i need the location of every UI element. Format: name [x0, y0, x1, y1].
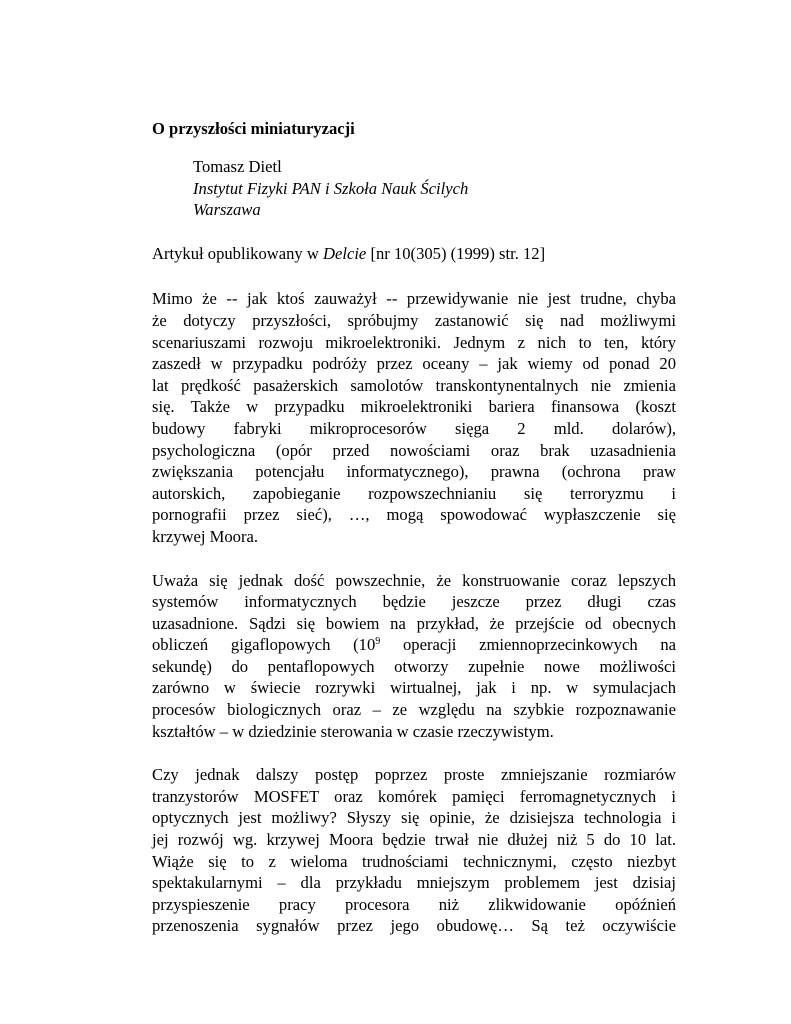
author-city: Warszawa	[193, 200, 261, 220]
paragraph-1	[152, 288, 676, 547]
publication-journal: Delcie	[323, 243, 367, 263]
paragraph-line: się. Także w przypadku mikroelektroniki bariera finansowa (koszt	[152, 397, 676, 417]
paragraph-line: że dotyczy przyszłości, spróbujmy zastanowić się nad możliwymi	[152, 310, 676, 330]
paragraph-line: Wiąże się to z wieloma trudnościami technicznymi, często niezbyt	[152, 851, 676, 871]
paragraph-line: spektakularnymi – dla przykładu mniejszym problemem jest dzisiaj	[152, 873, 676, 893]
paragraph-line: procesów biologicznych oraz – ze względu na szybkie rozpoznawanie	[152, 700, 676, 720]
paragraph-line: sekundę) do pentaflopowych otworzy zupełnie nowe możliwości	[152, 656, 676, 676]
paragraph-line: uzasadnione. Sądzi się bowiem na przykład, że przejście od obecnych	[152, 613, 676, 633]
paragraph-line: Mimo że -- jak ktoś zauważył -- przewidywanie nie jest trudne, chyba	[152, 289, 676, 309]
publication-prefix: Artykuł opublikowany w	[152, 243, 323, 263]
exponent: 9	[375, 636, 381, 648]
paragraph-2	[152, 570, 676, 743]
paragraph-line: krzywej Moora.	[152, 526, 258, 546]
paragraph-line: przenoszenia sygnałów przez jego obudowę… Są też oczywiście	[152, 916, 676, 936]
paragraph-line: tranzystorów MOSFET oraz komórek pamięci ferromagnetycznych i	[152, 786, 676, 806]
paragraph-line: budowy fabryki mikroprocesorów sięga 2 mld. dolarów),	[152, 418, 676, 438]
paragraph-line: systemów informatycznych będzie jeszcze przez długi czas	[152, 592, 676, 612]
paragraph-line: Uważa się jednak dość powszechnie, że konstruowanie coraz lepszych	[152, 570, 676, 590]
paragraph-line: optycznych jest możliwy? Słyszy się opinie, że dzisiejsza technologia i	[152, 808, 676, 828]
publication-note	[152, 243, 676, 265]
paragraph-line: przyspieszenie pracy procesora niż zlikwidowanie opóźnień	[152, 894, 676, 914]
text-fragment: obliczeń gigaflopowych (10	[152, 635, 376, 655]
paragraph-line: zaszedł w przypadku podróży przez oceany – jak wiemy od ponad 20	[152, 354, 676, 374]
paragraph-line: Czy jednak dalszy postęp poprzez proste zmniejszanie rozmiarów	[152, 765, 676, 785]
paragraph-line: lat prędkość pasażerskich samolotów transkontynentalnych nie zmienia	[152, 375, 676, 395]
paragraph-line: scenariuszami rozwoju mikroelektroniki. Jednym z nich to ten, który	[152, 332, 676, 352]
author-affiliation: Instytut Fizyki PAN i Szkoła Nauk Ścilych	[193, 178, 469, 198]
paragraph-line: zarówno w świecie rozrywki wirtualnej, jak i np. w symulacjach	[152, 678, 676, 698]
paragraph-line: psychologiczna (opór przed nowościami oraz brak uzasadnienia	[152, 440, 676, 460]
paragraph-line: jej rozwój wg. krzywej Moora będzie trwał nie dłużej niż 5 do 10 lat.	[152, 830, 676, 850]
paragraph-line-with-superscript	[152, 634, 676, 656]
paragraph-line: zwiększania potencjału informatycznego), prawna (ochrona praw	[152, 462, 676, 482]
document-title: O przyszłości miniaturyzacji	[152, 119, 355, 138]
paragraph-line: kształtów – w dziedzinie sterowania w czasie rzeczywistym.	[152, 721, 554, 741]
document-page	[152, 118, 676, 959]
paragraph-3	[152, 764, 676, 937]
author-block	[193, 156, 676, 221]
publication-suffix: [nr 10(305) (1999) str. 12]	[366, 243, 546, 263]
paragraph-line: autorskich, zapobieganie rozpowszechnianiu się terroryzmu i	[152, 483, 676, 503]
author-name: Tomasz Dietl	[193, 157, 282, 176]
text-fragment: operacji zmiennoprzecinkowych na	[380, 635, 676, 655]
paragraph-line: pornografii przez sieć), …, mogą spowodować wypłaszczenie się	[152, 505, 676, 525]
